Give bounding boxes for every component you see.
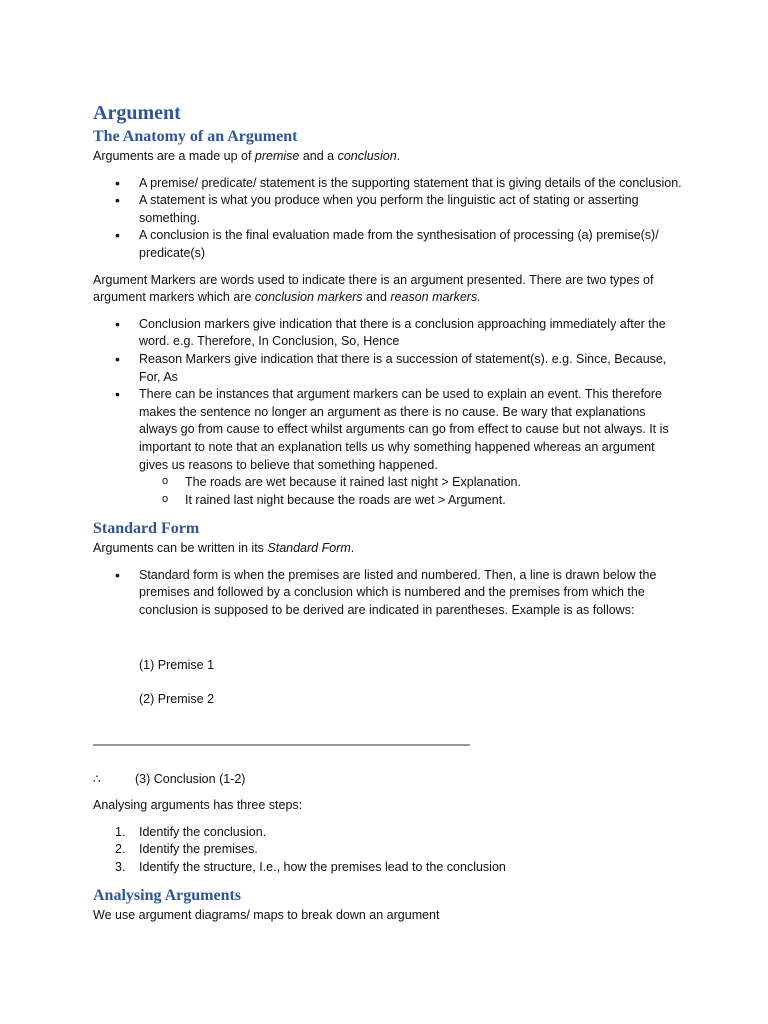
markers-paragraph: Argument Markers are words used to indicate there is an argument presented. There are two types of argument markers which are conclusion markers and reason markers.	[93, 272, 654, 305]
list-item: 3. Identify the structure, I.e., how the premises lead to the conclusion	[115, 859, 506, 874]
sub-list-item: o It rained last night because the roads are wet > Argument.	[93, 492, 683, 510]
standard-form-bullet-list	[93, 567, 683, 620]
divider-line	[93, 744, 470, 746]
anatomy-intro: Arguments are a made up of premise and a conclusion.	[93, 149, 401, 163]
list-item: • A statement is what you produce when you perform the linguistic act of stating or asserting something.	[93, 192, 683, 227]
anatomy-bullet-list	[93, 175, 683, 263]
conclusion-text: (3) Conclusion (1-2)	[135, 772, 246, 786]
sub-list-item: o The roads are wet because it rained last night > Explanation.	[93, 474, 683, 492]
markers-bullet-list	[93, 316, 683, 510]
section-heading-anatomy: The Anatomy of an Argument	[93, 128, 298, 145]
therefore-symbol: ∴	[93, 772, 101, 786]
section-heading-analysing: Analysing Arguments	[93, 887, 242, 905]
steps-intro: Analysing arguments has three steps:	[93, 798, 303, 812]
premise-2: (2) Premise 2	[139, 692, 215, 707]
section-heading-standard-form: Standard Form	[93, 520, 200, 538]
conclusion-line	[93, 771, 683, 789]
analysing-text: We use argument diagrams/ maps to break down an argument	[93, 908, 440, 923]
list-item: • Reason Markers give indication that there is a succession of statement(s). e.g. Since, Because, For, As	[93, 351, 683, 386]
list-item: 2. Identify the premises.	[115, 842, 258, 857]
lower-section	[93, 797, 683, 925]
standard-form-intro: Arguments can be written in its Standard Form.	[93, 541, 355, 556]
steps-list	[93, 824, 683, 877]
document-body	[93, 100, 683, 709]
list-item: • A premise/ predicate/ statement is the supporting statement that is giving details of the conclusion.	[93, 175, 683, 193]
list-item: • Standard form is when the premises are listed and numbered. Then, a line is drawn below the premises and followed by a conclusion which is numbered and the premises from which the conclusion is supposed to be derived are indicated in parentheses. Example is as follows:	[93, 567, 683, 620]
list-item: • A conclusion is the final evaluation made from the synthesisation of processing (a) premise(s)/ predicate(s)	[93, 227, 683, 262]
list-item: • There can be instances that argument markers can be used to explain an event. This therefore makes the sentence no longer an argument as there is no cause. Be wary that explanations always go from cause to effect whilst arguments can go from effect to cause but not always. It is important to note that an explanation tells us why something happened whereas an argument gives us reasons to believe that something happened.	[93, 386, 683, 474]
page-title: Argument	[93, 102, 181, 124]
premise-1: (1) Premise 1	[139, 657, 215, 672]
list-item: 1. Identify the conclusion.	[115, 824, 267, 839]
list-item: • Conclusion markers give indication that there is a conclusion approaching immediately after the word. e.g. Therefore, In Conclusion, So, Hence	[93, 316, 683, 351]
